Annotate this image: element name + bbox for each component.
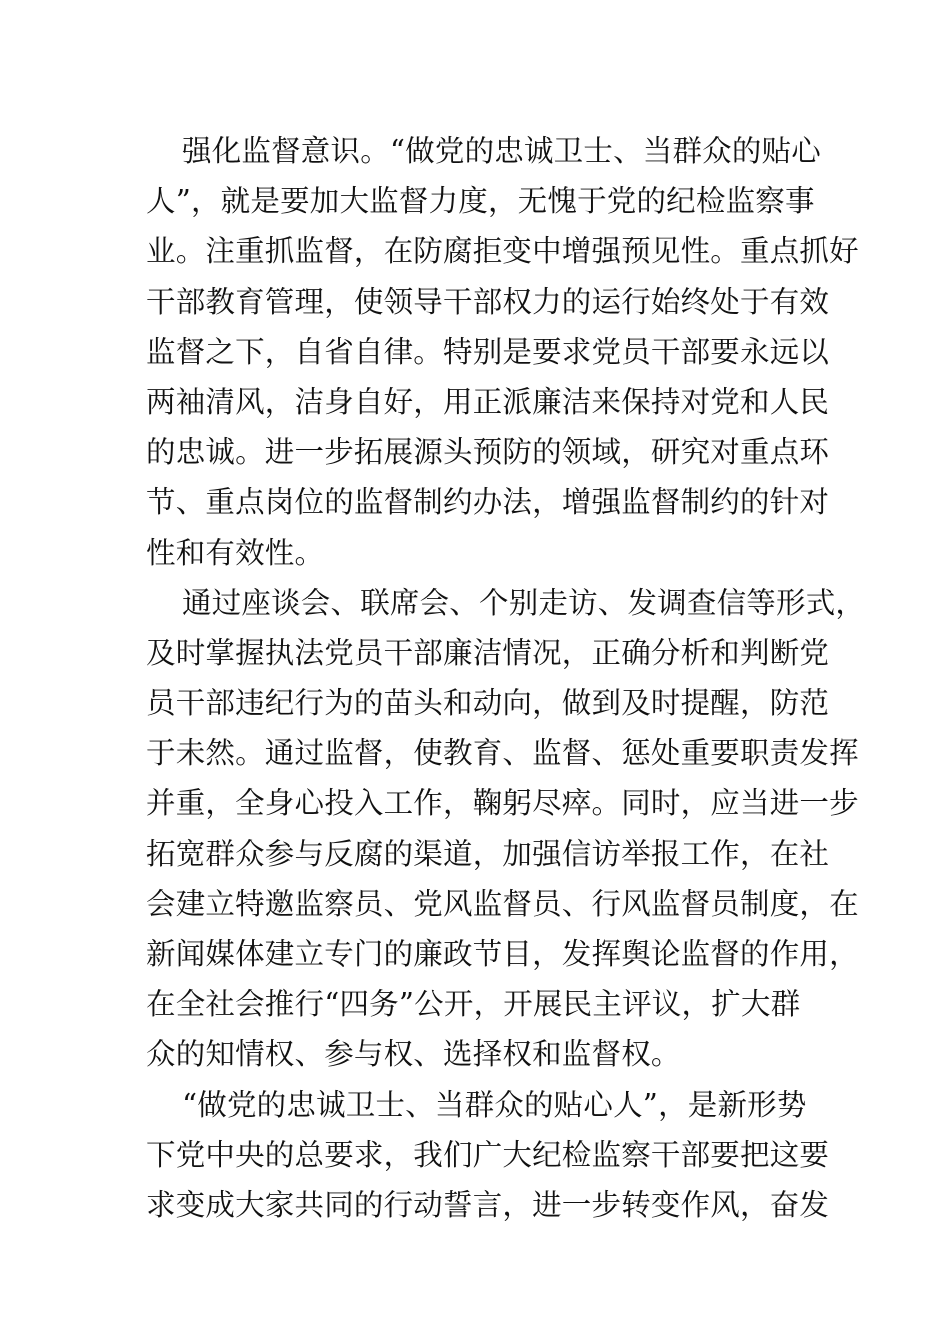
text-line: 监督之下，自省自律。特别是要求党员干部要永远以 bbox=[146, 334, 830, 369]
text-line: 业。注重抓监督，在防腐拒变中增强预见性。重点抓好 bbox=[146, 234, 859, 269]
text-line: 及时掌握执法党员干部廉洁情况，正确分析和判断党 bbox=[146, 635, 830, 670]
text-line: 会建立特邀监察员、党风监督员、行风监督员制度，在 bbox=[146, 886, 859, 921]
text-line: 节、重点岗位的监督制约办法，增强监督制约的针对 bbox=[146, 485, 830, 520]
text-line: 性和有效性。 bbox=[146, 535, 325, 570]
text-line: 求变成大家共同的行动誓言，进一步转变作风，奋发 bbox=[146, 1187, 830, 1222]
text-line: 新闻媒体建立专门的廉政节目，发挥舆论监督的作用， bbox=[146, 937, 859, 971]
text-line: 拓宽群众参与反腐的渠道，加强信访举报工作，在社 bbox=[146, 836, 830, 871]
text-line: “做党的忠诚卫士、当群众的贴心人”，是新形势 bbox=[182, 1087, 807, 1122]
text-line: 两袖清风，洁身自好，用正派廉洁来保持对党和人民 bbox=[146, 384, 830, 419]
paragraph-1 bbox=[146, 126, 859, 578]
paragraph-3 bbox=[146, 1080, 830, 1231]
text-line: 的忠诚。进一步拓展源头预防的领域，研究对重点环 bbox=[146, 435, 830, 470]
text-line: 并重，全身心投入工作，鞠躬尽瘁。同时，应当进一步 bbox=[146, 786, 859, 821]
text-line: 于未然。通过监督，使教育、监督、惩处重要职责发挥 bbox=[146, 736, 859, 771]
text-line: 通过座谈会、联席会、个别走访、发调查信等形式， bbox=[182, 585, 866, 620]
text-line: 强化监督意识。“做党的忠诚卫士、当群众的贴心 bbox=[182, 134, 821, 168]
text-line: 在全社会推行“四务”公开，开展民主评议，扩大群 bbox=[146, 987, 801, 1022]
text-line: 干部教育管理，使领导干部权力的运行始终处于有效 bbox=[146, 284, 830, 319]
text-line: 众的知情权、参与权、选择权和监督权。 bbox=[146, 1037, 681, 1072]
text-line: 员干部违纪行为的苗头和动向，做到及时提醒，防范 bbox=[146, 686, 830, 721]
text-line: 下党中央的总要求，我们广大纪检监察干部要把这要 bbox=[146, 1137, 830, 1172]
text-line: 人”，就是要加大监督力度，无愧于党的纪检监察事 bbox=[146, 184, 815, 219]
paragraph-2 bbox=[146, 578, 866, 1080]
document-body bbox=[146, 126, 866, 1230]
